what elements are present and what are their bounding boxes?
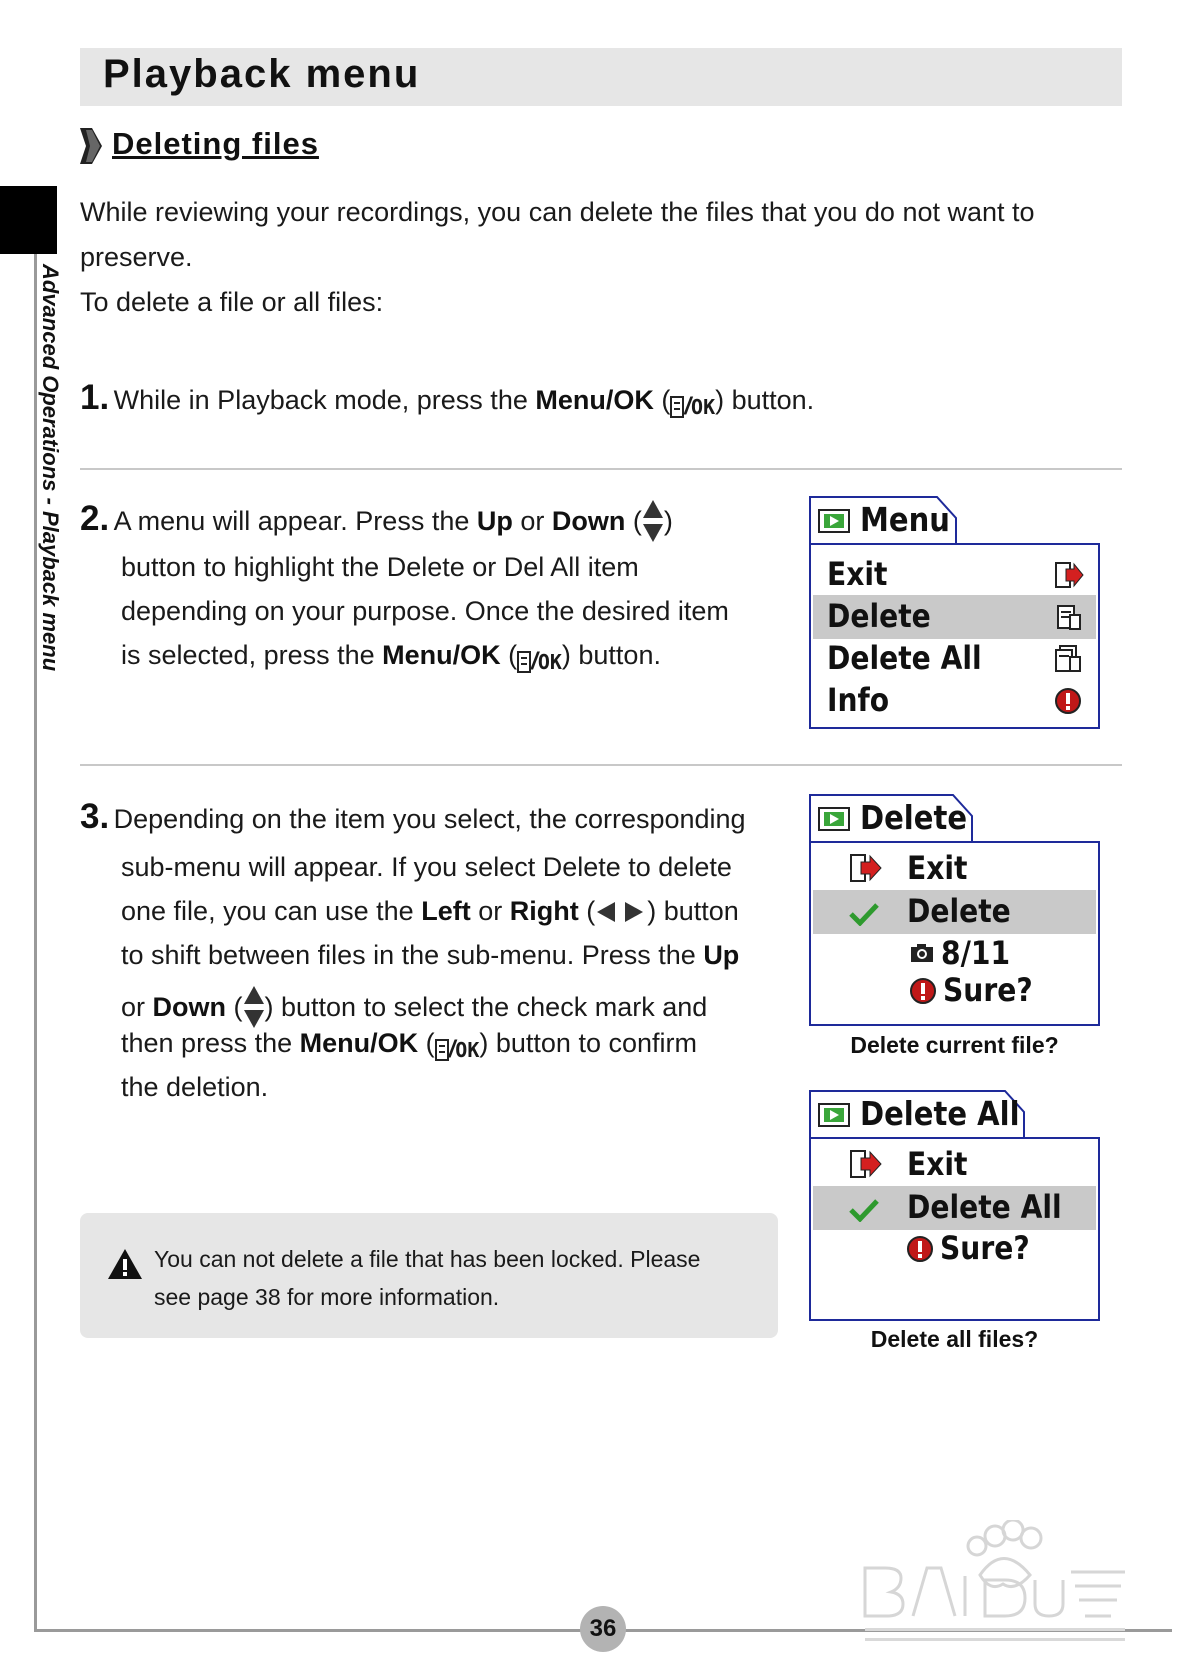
step-number: 3. xyxy=(80,797,110,836)
info-alert-icon xyxy=(1054,687,1082,715)
step-2-line-4: is selected, press the Menu/OK ( /OK) button. xyxy=(121,640,661,675)
up-down-icon xyxy=(243,984,265,1030)
divider xyxy=(80,764,1122,766)
step-1 xyxy=(80,378,814,421)
menu-ok-icon: /OK xyxy=(435,1033,480,1064)
camera-icon xyxy=(909,942,935,964)
step-3-line-6: then press the Menu/OK ( /OK) button to confirm xyxy=(121,1028,697,1063)
delete-screen-caption: Delete current file? xyxy=(850,1032,1059,1058)
menu-screen-title: Menu xyxy=(860,500,950,539)
menu-item-delete[interactable]: Delete xyxy=(813,890,1096,934)
check-icon xyxy=(849,1198,879,1222)
section-chevron-icon xyxy=(80,128,102,164)
step-3-line-3: one file, you can use the Left or Right ( ) button xyxy=(121,896,739,926)
check-icon xyxy=(849,902,879,926)
delete-screen-title: Delete xyxy=(860,798,968,837)
intro-line-1: While reviewing your recordings, you can delete the files that you do not want to xyxy=(80,197,1035,227)
delete-all-screen-caption: Delete all files? xyxy=(870,1326,1039,1352)
delete-file-icon xyxy=(1056,603,1082,631)
side-tab-label: Advanced Operations - Playback menu xyxy=(38,264,63,672)
page-title: Playback menu xyxy=(103,52,421,96)
step-2: 2. A menu will appear. Press the Up or Down ( ) xyxy=(80,498,673,544)
menu-ok-icon: /OK xyxy=(517,645,562,676)
step-3-line-2: sub-menu will appear. If you select Delete to delete xyxy=(121,852,732,882)
delete-all-screen xyxy=(809,1137,1100,1321)
exit-icon xyxy=(849,853,883,883)
menu-ok-icon: /OK xyxy=(670,390,715,421)
menu-item-delete[interactable]: Delete xyxy=(813,595,1096,639)
page-number: 36 xyxy=(580,1606,626,1652)
confirm-sure xyxy=(813,1229,1096,1269)
file-counter xyxy=(813,934,1096,970)
menu-item-delete-all[interactable]: Delete All xyxy=(813,1186,1096,1230)
file-counter-text: 8/11 xyxy=(941,934,1011,972)
delete-all-screen-title: Delete All xyxy=(860,1094,1020,1133)
alert-icon xyxy=(909,977,937,1005)
delete-screen xyxy=(809,841,1100,1026)
step-3-line-7: the deletion. xyxy=(121,1072,269,1102)
note-text: You can not delete a file that has been locked. Please see page 38 for more information. xyxy=(154,1246,701,1310)
step-2-line-3: depending on your purpose. Once the desired item xyxy=(121,596,729,626)
confirm-sure-text: Sure? xyxy=(943,971,1033,1009)
exit-icon xyxy=(1054,561,1084,589)
menu-item-exit[interactable]: Exit xyxy=(813,553,1096,597)
delete-all-icon xyxy=(1054,645,1084,673)
intro-line-3: To delete a file or all files: xyxy=(80,287,384,317)
menu-item-delete-all[interactable]: Delete All xyxy=(813,637,1096,681)
step-text: While in Playback mode, press the Menu/OK ( /OK) button. xyxy=(113,385,815,420)
menu-item-exit[interactable]: Exit xyxy=(813,1143,1096,1187)
confirm-sure-text: Sure? xyxy=(940,1229,1030,1267)
step-number: 2. xyxy=(80,499,110,538)
intro-line-2: preserve. xyxy=(80,242,193,272)
left-right-icon xyxy=(595,900,647,924)
side-tab-block xyxy=(0,186,57,254)
menu-item-exit[interactable]: Exit xyxy=(813,847,1096,891)
step-3-line-4: to shift between files in the sub-menu. Press the Up xyxy=(121,940,740,970)
menu-screen xyxy=(809,543,1100,729)
alert-icon xyxy=(906,1235,934,1263)
exit-icon xyxy=(849,1149,883,1179)
menu-item-info[interactable]: Info xyxy=(813,679,1096,723)
section-heading: Deleting files xyxy=(112,126,319,161)
divider xyxy=(80,468,1122,470)
step-3: 3. Depending on the item you select, the corresponding xyxy=(80,797,746,836)
confirm-sure xyxy=(813,971,1096,1011)
step-3-line-5: or Down ( ) button to select the check mark and xyxy=(121,984,707,1030)
warning-icon xyxy=(106,1247,144,1281)
watermark-logo xyxy=(855,1520,1135,1650)
step-2-line-2: button to highlight the Delete or Del All item xyxy=(121,552,639,582)
step-number: 1. xyxy=(80,378,110,417)
up-down-icon xyxy=(642,498,664,544)
